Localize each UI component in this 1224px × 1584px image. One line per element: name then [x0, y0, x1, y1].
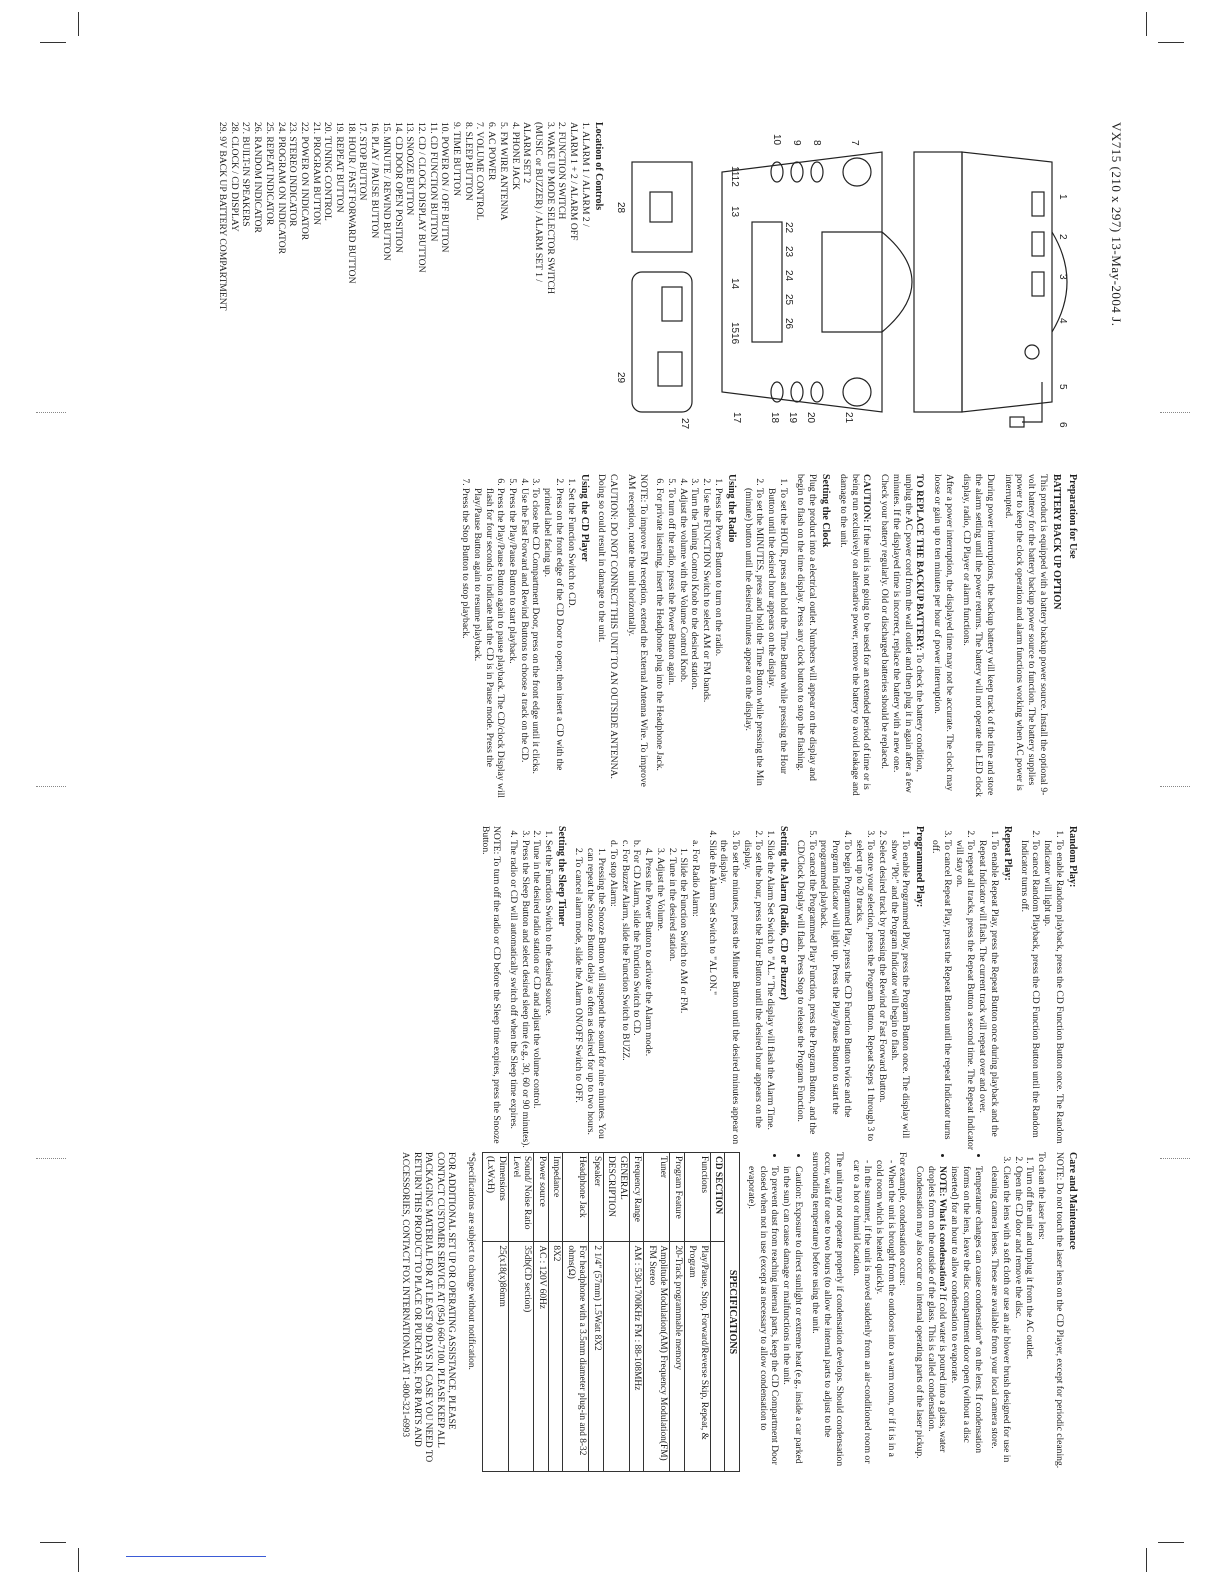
list-item: 4. Use the Fast Forward and Rewind Buttons to choose a track on the CD. [518, 488, 530, 799]
paragraph: NOTE: To improve FM reception, extend the External Antenna Wire. To improve AM reception, rotate the unit horizontally. [625, 474, 649, 787]
list-item: 1. Set the Function Switch to CD. [565, 488, 577, 799]
example-lead: For example, condensation occurs: [897, 1152, 909, 1286]
list-item: a. For Radio Alarm: [689, 840, 701, 917]
paragraph: NOTE: Do not touch the laser lens on the CD Player, except for periodic cleaning. [1053, 1152, 1065, 1469]
table-row [670, 1153, 684, 1472]
diagram-label: 1112 [729, 166, 740, 187]
list-item: 17. STOP BUTTON [357, 122, 369, 201]
contact-info: FOR ADDITIONAL SET UP OR OPERATING ASSISTANCE, PLEASE CONTACT CUSTOMER SERVICE AT (954) 660-7100. PLEASE KEEP ALL PACKAGING MATERIAL FOR AT LEAST 90 DAYS IN CASE YOU NEED TO RETURN THIS PRODUCT TO PLACE OR PURCHASE, FOR PARTS AND ACCESSORIES, CONTACT FOX INTERNATIONAL AT 1-800-321-6993 [400, 1152, 457, 1463]
diagram-label: 6 [1057, 422, 1068, 428]
paragraph: CAUTION: DO NOT CONNECT THIS UNIT TO AN OUTSIDE ANTENNA. Doing so could result in damage to the unit. [596, 474, 620, 779]
random-steps [1018, 826, 1065, 1151]
list-item: 4. Press the Power Button to activate the Alarm mode. [643, 848, 655, 1057]
column-care-specs [97, 1152, 1082, 1472]
list-item: 2. FUNCTION SWITCH [556, 122, 568, 220]
table-cell: Power source [534, 1153, 548, 1242]
section-title: Setting the Clock [820, 474, 832, 548]
list-item: 16. PLAY / PAUSE BUTTON [369, 122, 381, 239]
section-title: Programmed Play: [913, 826, 925, 908]
paragraph-text: To check the battery condition, unplug the AC power cord from the wall outlet and then plug it in again after a few minutes. If the displayed time is incorrect, replace the battery with a new one. Check your battery regularly. Old or discharged batteries should be replaced. [879, 474, 926, 793]
list-item: 1. To enable Random playback, press the CD Function Button once. The Random Indicator will light up. [1041, 840, 1064, 1151]
list-item: 7. VOLUME CONTROL [474, 122, 486, 221]
crop-mark [78, 12, 79, 36]
list-item: 2. To repeat all tracks, press the Repeat Button a second time. The Repeat Indicator will stay on. [953, 840, 976, 1151]
diagram-label: 7 [849, 140, 860, 146]
table-row [725, 1153, 740, 1472]
list-item: 3. To cancel Repeat Play, press the Repeat Button until the repeat Indicator turns off. [930, 840, 953, 1151]
document-header: VX715 (210 x 297) 13-May-2004 J. [1109, 122, 1124, 327]
diagram-label: 28 [615, 202, 626, 214]
list-item: 5. Press the Play/Pause Button to start playback. [506, 488, 518, 799]
section-title: Preparation for Use [1067, 474, 1078, 559]
list-item: 4. PHONE JACK [509, 122, 521, 190]
list-item: 3. To set the minutes, press the Minute Button until the desired minutes appear on the display. [718, 840, 741, 1151]
table-cell: Amplitude Modulation(AM) Frequency Modulation(FM) FM Stereo [644, 1242, 670, 1472]
diagram-label: 5 [1057, 384, 1068, 390]
paragraph: NOTE: To turn off the radio or CD before the Sleep time expires, press the Snooze Button. [479, 826, 503, 1144]
diagram-label: 1 [1057, 194, 1068, 200]
list-item: 4. The radio or CD will automatically switch off when the Sleep time expires. [507, 840, 519, 1151]
list-item: 1. ALARM 1 / ALARM 2 / [579, 122, 591, 227]
crop-mark [1158, 1542, 1184, 1543]
repeat-steps [930, 826, 1000, 1151]
section-title: Location of Controls [593, 122, 604, 211]
list-item: 25. REPEAT INDICATOR [263, 122, 275, 226]
list-item: • Temperature changes can cause condensation* on the lens. If condensation forms on the lens, leave the disc compartment door open (without a disc inserted) for an hour to allow condensation to evaporate. [948, 1166, 983, 1472]
program-steps [794, 826, 911, 1151]
table-row [548, 1153, 562, 1472]
list-item: ALARM SET 2 [521, 122, 533, 184]
caution-bullets [745, 1152, 804, 1472]
paragraph-lead: CAUTION: [861, 474, 873, 523]
list-item-text: When the unit is brought from the outdoors into a warm room, or if it is in a cold room which is heated quickly. [873, 1160, 897, 1457]
section-title: Setting the Alarm (Radio, CD or Buzzer) [778, 826, 790, 1000]
diagram-label: 24 [783, 270, 794, 282]
list-item: 5. To turn off the radio, press the Power Button again. [665, 488, 677, 799]
table-cell: 35db(CD section) [508, 1242, 534, 1472]
list-item: 1. Turn off the unit and unplug it from the AC outlet. [1024, 1166, 1036, 1472]
list-item: 1. Slide the Function Switch to AM or FM. [678, 848, 690, 1014]
list-item: 1. To enable Repeat Play, press the Repeat Button once during playback and the Repeat Indicator will flash. The current track will repeat over and over. [976, 840, 999, 1151]
diagram-label: 27 [679, 418, 690, 430]
table-title: SPECIFICATIONS [725, 1153, 740, 1472]
list-item: 20. TUNING CONTROL [322, 122, 334, 221]
paragraph: The unit may not operate properly if condensation develops. Should condensation occur, wait for one to two hours (to allow the internal parts to adjust to the surrounding temperature) before using the unit. [810, 1152, 845, 1467]
list-item: 6. For private listening, insert the Headphone plug into the Headphone Jack. [654, 488, 666, 799]
list-item: b. For CD Alarm, slide the Function Switch to CD. [631, 840, 643, 1036]
diagram-label: 23 [783, 246, 794, 258]
table-cell: 20-Track programmable memory [670, 1242, 684, 1472]
list-item: 1. Set the Function Switch to the desired source. [542, 840, 554, 1151]
list-item: 3. Adjust the Volume. [654, 848, 666, 932]
crop-mark [1146, 12, 1147, 36]
list-item: 3. Press the Sleep Button and select desired sleep time (e.g., 30, 60 or 90 minutes). [519, 840, 531, 1151]
table-cell: GENERAL DESCRIPTION [603, 1153, 629, 1242]
sleep-steps [507, 826, 554, 1151]
section-title: Random Play: [1067, 826, 1078, 888]
fold-mark [36, 786, 66, 787]
paragraph: Plug the product into a electrical outlet. Numbers will appear on the display and begin to flash on the time display. Press any clock button to stop the flashing. [795, 474, 819, 781]
crop-mark [78, 1548, 79, 1572]
list-item: 21. PROGRAM BUTTON [310, 122, 322, 225]
column-preparation [97, 474, 1082, 799]
paragraph [837, 474, 872, 799]
clock-steps [742, 474, 789, 799]
table-cell: Headphone Jack [563, 1153, 589, 1242]
list-item: 23. STEREO INDICATOR [287, 122, 299, 227]
list-item: 15. MINUTE / REWIND BUTTON [380, 122, 392, 261]
table-cell: CD SECTION [710, 1153, 724, 1242]
diagram-label: 4 [1057, 318, 1068, 324]
fold-mark [1160, 786, 1190, 787]
list-item: 1. To set the HOUR, press and hold the Time Button while pressing the Hour Button until the desired hour appears on the display. [765, 488, 788, 799]
diagram-label: 2 [1057, 234, 1068, 240]
list-item: 1. Slide the Alarm Set Switch to "AL." The display will flash the Alarm Time. [764, 840, 776, 1151]
list-item: 3. Clean the lens with a soft cloth or use an air blower brush designed for use in cleaning camera lenses. These are available from your local camera store. [989, 1166, 1012, 1472]
fold-mark [1160, 412, 1190, 413]
diagram-label: 17 [731, 412, 742, 424]
rotated-sheet [92, 82, 1132, 1502]
table-cell: 2 1/4" (57mm) 1.5Watt 8X2 [589, 1242, 603, 1472]
list-item: 12. CD / CLOCK DISPLAY BUTTON [415, 122, 427, 273]
table-cell: Program Feature [670, 1153, 684, 1242]
list-item: 14. CD DOOR OPEN POSITION [392, 122, 404, 253]
diagram-label: 18 [769, 412, 780, 424]
column-controls [97, 122, 1082, 447]
list-item: 1. To enable Programmed Play, press the Program Button once. The display will show "P0:" and the Program Indicator will begin to flash. [888, 840, 911, 1151]
paragraph: During power interruptions, the backup battery will keep track of the time and store the alarm setting until the power returns. The battery will not operate the LED clock display, radio, CD Player or alarm functions. [961, 474, 996, 797]
section-title: Repeat Play: [1002, 826, 1013, 881]
table-row [508, 1153, 534, 1472]
list-item: • Caution: Exposure to direct sunlight or extreme heat (e.g., inside a car parked in the sun) can cause damage or malfunctions in the unit. [780, 1166, 803, 1472]
section-title: Setting the Sleep Timer [556, 826, 568, 926]
example-list [850, 1152, 897, 1472]
list-item: 27. BUILT-IN SPEAKERS [240, 122, 252, 227]
diagram-label: 26 [783, 318, 794, 330]
list-item: 8. SLEEP BUTTON [462, 122, 474, 201]
paragraph: This product is equipped with a battery backup power source. Install the optional 9-volt battery for the battery backup power source to function. The battery supplies power to keep the clock operation and alarm functions working when AC power is interrupted. [1002, 474, 1049, 796]
specifications-table [482, 1152, 741, 1472]
diagram-label: 13 [729, 206, 740, 218]
table-cell: Frequency Range [629, 1153, 643, 1242]
list-item: ALARM 1 + 2 / ALARM OFF [568, 122, 580, 241]
list-item [913, 1166, 948, 1472]
section-title: Using the CD Player [578, 474, 590, 562]
table-cell: Impedance [548, 1153, 562, 1242]
table-cell: AC : 120V 60Hz [534, 1242, 548, 1472]
list-item: 18. HOUR / FAST FORWARD BUTTON [345, 122, 357, 284]
table-cell: AM : 530-1700KHz FM : 88-108MHz [629, 1242, 643, 1472]
table-row [603, 1153, 629, 1472]
crop-mark [1146, 1548, 1147, 1572]
diagram-label: 29 [615, 372, 626, 384]
list-item: 4. Slide the Alarm Set Switch to "AL ON." [706, 840, 718, 1151]
list-item: 2. Use the FUNCTION Switch to select AM or FM bands. [700, 488, 712, 799]
table-row [482, 1153, 508, 1472]
list-item: 2. Tune in the desired radio station or CD and adjust the volume control. [531, 840, 543, 1151]
list-item: 3. Turn the Tuning Control Knob to the desired station. [689, 488, 701, 799]
table-row [644, 1153, 670, 1472]
list-item: 3. WAKE UP MODE SELECTOR SWITCH [544, 122, 556, 294]
table-row [629, 1153, 643, 1472]
diagram-label: 20 [805, 412, 816, 424]
list-item: 2. Open the CD door and remove the disc. [1012, 1166, 1024, 1472]
crop-mark [40, 42, 66, 43]
section-title: Using the Radio [725, 474, 737, 543]
list-item: 9. TIME BUTTON [451, 122, 463, 196]
table-cell: Tuner [644, 1153, 670, 1242]
table-cell: 25(x18(x)86mm [482, 1242, 508, 1472]
diagram-label: 14 [729, 278, 740, 290]
list-item: 22. POWER ON INDICATOR [298, 122, 310, 241]
subsection-title: BATTERY BACK UP OPTION [1050, 474, 1062, 610]
fold-mark [36, 412, 66, 413]
list-item-text: In the summer, if the unit is moved suddenly from an air-conditioned room or car to a hot or humid location. [850, 1160, 874, 1464]
list-item: 2. To cancel Random Playback, press the CD Function Button until the Random Indicator turns off. [1018, 840, 1041, 1151]
table-cell: Play/Pause, Stop, Forward/Reverse Skip, Repeat, & Program [684, 1242, 710, 1472]
list-item: 26. RANDOM INDICATOR [252, 122, 264, 233]
product-diagram [612, 122, 1082, 442]
crop-mark [40, 1542, 66, 1543]
table-cell: Dimensions (LxWxH) [482, 1153, 508, 1242]
diagram-label: 19 [787, 412, 798, 424]
diagram-label: 1516 [729, 322, 740, 345]
cd-steps [460, 474, 577, 799]
diagram-label: 21 [843, 412, 854, 424]
paragraph [878, 474, 925, 799]
diagram-label: 22 [783, 222, 794, 234]
list-item: 1. Press the Power Button to turn on the radio. [712, 488, 724, 799]
paragraph-text: If the unit is not going to be used for an extended period of time or is being run exclusively on alternative power, remove the battery to avoid leakage and damage to the unit. [838, 474, 873, 796]
paragraph: After a power interruption, the displayed time may not be accurate. The clock may loose or gain up to ten minutes per hour of power interruption. [932, 474, 955, 792]
fold-mark [36, 1158, 66, 1159]
table-row [563, 1153, 589, 1472]
table-cell: 8X2 [548, 1242, 562, 1472]
list-item: 28. CLOCK / CD DISPLAY [228, 122, 240, 232]
list-item: 2. To set the hour, press the Hour Button until the desired hour appears on the display. [741, 840, 764, 1151]
diagram-label: 8 [811, 140, 822, 146]
list-item: 7. Press the Stop Button to stop playback. [460, 488, 472, 799]
list-item: 19. REPEAT BUTTON [334, 122, 346, 213]
list-item: 3. To close the CD Compartment Door, press on the front edge until it clicks. [530, 488, 542, 799]
list-item: - When the unit is brought from the outdoors into a warm room, or if it is in a cold room which is heated quickly. [873, 1160, 897, 1457]
list-item: 29. 9V BACK UP BATTERY COMPARTMENT [217, 122, 229, 311]
crop-mark [1158, 42, 1184, 43]
column-playback [97, 826, 1082, 1151]
list-item: 2. Tune in the desired station. [666, 848, 678, 962]
list-item: 6. AC POWER [486, 122, 498, 181]
table-row [589, 1153, 603, 1472]
list-item: 5. FM WIRE ANTENNA [497, 122, 509, 221]
diagram-label: 10 [771, 134, 782, 146]
list-item: 3. To store your selection, press the Program Button. Repeat Steps 1 through 3 to select up to 20 tracks. [853, 840, 876, 1151]
list-item: 1. Pressing the Snooze Button will suspend the sound for nine minutes. You can repeat the Snooze Button delay as often as desired for up to two hours. [584, 848, 608, 1139]
table-row [534, 1153, 548, 1472]
list-item: 13. SNOOZE BUTTON [404, 122, 416, 216]
list-item: d. To stop Alarm: [608, 840, 620, 907]
list-item: - In the summer, if the unit is moved suddenly from an air-conditioned room or car to a hot or humid location. [850, 1160, 874, 1464]
diagram-label: 3 [1057, 274, 1068, 280]
list-item: 24. PROGRAM ON INDICATOR [275, 122, 287, 255]
table-row [684, 1153, 710, 1472]
paragraph-text: If cold water is poured into a glass, water droplets form on the outside of the glass. This is called condensation. Condensation may also occur on internal operating parts of the laser pickup. [914, 1166, 949, 1459]
list-item: 2. Press on the front edge of the CD Door to open; then insert a CD with the printed label facing up. [541, 488, 564, 799]
diagram-label: 9 [791, 140, 802, 146]
clean-title: To clean the laser lens: [1036, 1152, 1048, 1240]
paragraph-lead: TO REPLACE THE BACKUP BATTERY: [914, 474, 926, 651]
list-item: 4. To begin Programmed Play, press the CD Function Button twice and the Program Indicator will light up. Press the Play/Pause Button to start the programmed playback. [818, 840, 853, 1151]
list-item: • To prevent dust from reaching internal parts, keep the CD Compartment Door closed when not in use (except as necessary to allow condensation to evaporate). [745, 1166, 780, 1472]
list-item: 6. Press the Play/Pause Button again to pause playback. The CD/clock Display will flash for four seconds to indicate that the CD is in Pause mode. Press the Play/Pause Button again to resume playback. [471, 488, 506, 799]
controls-list [216, 122, 591, 447]
fold-mark [1160, 1158, 1190, 1159]
temperature-bullets [913, 1152, 983, 1472]
clean-steps [989, 1152, 1036, 1472]
list-item: 2. To cancel alarm mode, slide the Alarm ON/OFF Switch to OFF. [572, 848, 584, 1103]
list-item: 11. CD FUNCTION BUTTON [427, 122, 439, 242]
radio-steps [654, 474, 724, 799]
list-item: 4. Adjust the volume with the Volume Control Knob. [677, 488, 689, 799]
table-cell: Speaker [589, 1153, 603, 1242]
list-item: 2. Select desired track by pressing the Rewind or Fast Forward Button. [876, 840, 888, 1151]
section-title: Care and Maintenance [1067, 1152, 1078, 1250]
list-item: (MUSIC or BUZZER) / ALARM SET 1 / [533, 122, 544, 282]
paragraph-lead: NOTE: What is condensation? [937, 1166, 949, 1292]
table-cell [603, 1242, 629, 1472]
link-underline [126, 1556, 266, 1557]
table-row [710, 1153, 724, 1472]
alarm-substeps [572, 826, 701, 1151]
list-item: 10. POWER ON / OFF BUTTON [439, 122, 451, 253]
spec-footnote: *Specifications are subject to change without notification. [465, 1152, 476, 1370]
list-item: c. For Buzzer Alarm, slide the Function Switch to BUZZ. [619, 840, 631, 1061]
table-cell: For headphone with a 3.5mm diameter plug-in and 8-32 ohms(Ω) [563, 1242, 589, 1472]
table-cell: Sound/ Noise Ratio Level [508, 1153, 534, 1242]
list-item: 2. To set the MINUTES, press and hold the Time Button while pressing the Min (minute) button until the desired minutes appear on the display. [742, 488, 765, 799]
table-cell: Functions [684, 1153, 710, 1242]
list-item: 5. To cancel the Programmed Play Function, press the Program Button, and the CD/Clock Display will flash. Press Stop to release the Program Function. [794, 840, 817, 1151]
diagram-label: 25 [783, 294, 794, 306]
alarm-steps [706, 826, 776, 1151]
table-cell [710, 1242, 724, 1472]
